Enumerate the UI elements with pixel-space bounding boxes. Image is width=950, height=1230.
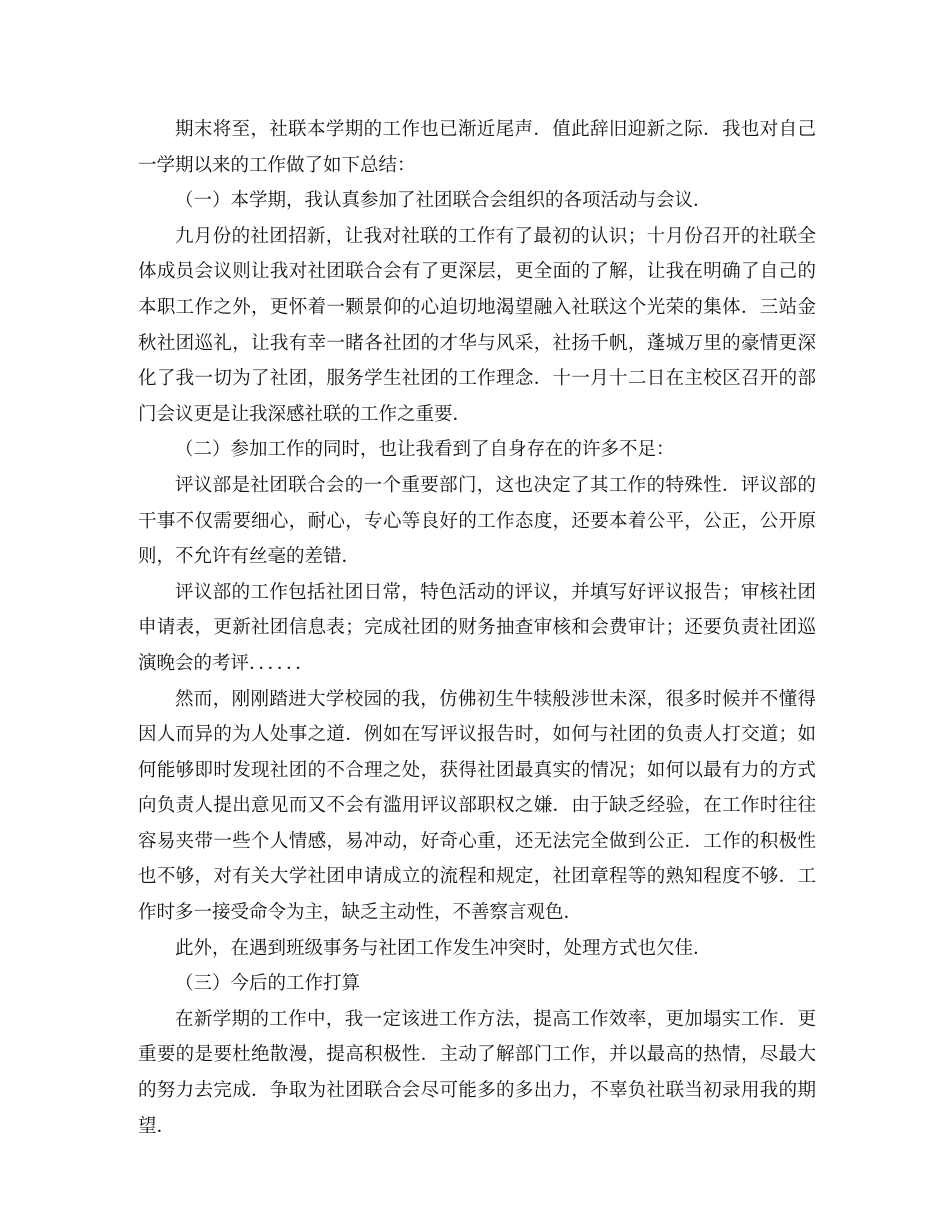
paragraph-department-duties: 评议部的工作包括社团日常，特色活动的评议，并填写好评议报告；审核社团申请表，更新社团信息表；完成社团的财务抽查审核和会费审计；还要负责社团巡演晚会的考评．．．．．．: [138, 581, 816, 674]
paragraph-department-role: 评议部是社团联合会的一个重要部门，这也决定了其工作的特殊性．评议部的干事不仅需要细心，耐心，专心等良好的工作态度，还要本着公平，公正，公开原则，不允许有丝毫的差错．: [138, 474, 816, 568]
document-body: [138, 112, 816, 1144]
paragraph-conflicts: 此外，在遇到班级事务与社团工作发生冲突时，处理方式也欠佳．: [175, 937, 712, 959]
section-heading-3: （三）今后的工作打算: [175, 973, 361, 995]
paragraph-intro: 期末将至，社联本学期的工作也已渐近尾声．值此辞旧迎新之际．我也对自己一学期以来的工作做了如下总结：: [138, 119, 816, 176]
section-heading-2: （二）参加工作的同时，也让我看到了自身存在的许多不足：: [175, 439, 675, 461]
paragraph-shortcomings: 然而，刚刚踏进大学校园的我，仿佛初生牛犊般涉世未深，很多时候并不懂得因人而异的为人处事之道．例如在写评议报告时，如何与社团的负责人打交道；如何能够即时发现社团的不合理之处，获得社团最真实的情况；如何以最有力的方式向负责人提出意见而又不会有滥用评议部职权之嫌．由于缺乏经验，在工作时往往容易夹带一些个人情感，易冲动，好奇心重，还无法完全做到公正．工作的积极性也不够，对有关大学社团申请成立的流程和规定，社团章程等的熟知程度不够．工作时多一接受命令为主，缺乏主动性，不善察言观色．: [138, 688, 816, 924]
section-heading-1: （一）本学期，我认真参加了社团联合会组织的各项活动与会议．: [175, 190, 712, 212]
paragraph-activities: 九月份的社团招新，让我对社联的工作有了最初的认识；十月份召开的社联全体成员会议则让我对社团联合会有了更深层，更全面的了解，让我在明确了自己的本职工作之外，更怀着一颗景仰的心迫切地渴望融入社联这个光荣的集体．三站金秋社团巡礼，让我有幸一睹各社团的才华与风采，社扬千帆，蓬城万里的豪情更深化了我一切为了社团，服务学生社团的工作理念．十一月十二日在主校区召开的部门会议更是让我深感社联的工作之重要．: [138, 225, 816, 425]
paragraph-future-plans: 在新学期的工作中，我一定该进工作方法，提高工作效率，更加塌实工作．更重要的是要杜绝散漫，提高积极性．主动了解部门工作，并以最高的热情，尽最大的努力去完成．争取为社团联合会尽可能多的多出力，不辜负社联当初录用我的期望．: [138, 1008, 816, 1137]
